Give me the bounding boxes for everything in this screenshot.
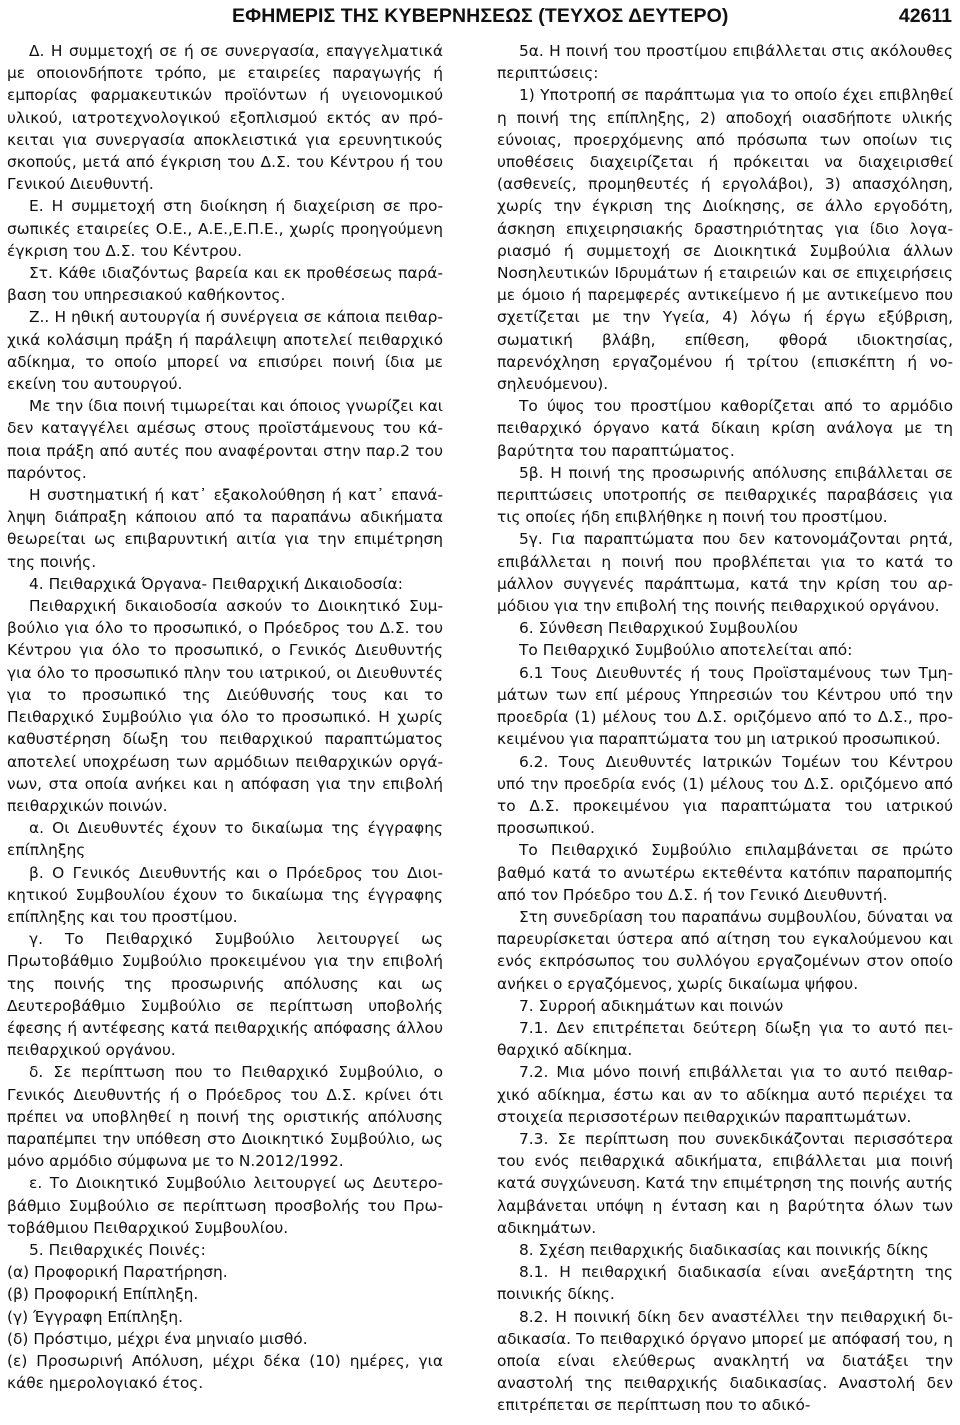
paragraph: Το Πειθαρχικό Συμβούλιο επιλαμβάνεται σε πρώτο βαθμό κατά το ανωτέρω εκτεθέντα κατόπιν παραπομπής από τον Πρόεδρο του Δ.Σ. ή τον Γενικό Διευθυντή.	[497, 841, 953, 904]
list-item: (α) Προφορική Παρατήρηση.	[7, 1263, 228, 1282]
list-item: (ε) Προσωρινή Απόλυση, μέχρι δέκα (10) ημέρες, για κάθε ημερολογιακό έτος.	[7, 1351, 443, 1393]
section-heading: 8. Σχέση πειθαρχικής διαδικασίας και ποινικής δίκης	[519, 1240, 929, 1259]
paragraph: 8.2. Η ποινική δίκη δεν αναστέλλει την πειθαρχική διαδικασία. Το πειθαρχικό όργανο μπορεί με απόφασή του, η οποία είναι ελεύθερως ανακλητή να διατάξει την αναστολή της πειθαρχικής διαδικασίας. Αναστολή δεν επιτρέπεται σε περίπτωση που το αδικό-	[497, 1307, 953, 1415]
gazette-title: ΕΦΗΜΕΡΙΣ ΤΗΣ ΚΥΒΕΡΝΗΣΕΩΣ (ΤΕΥΧΟΣ ΔΕΥΤΕΡΟ)	[232, 5, 729, 27]
paragraph: 5α. Η ποινή του προστίμου επιβάλλεται στις ακόλουθες περιπτώσεις:	[497, 42, 953, 83]
section-heading: 5. Πειθαρχικές Ποινές:	[29, 1240, 206, 1259]
paragraph: Στ. Κάθε ιδιαζόντως βαρεία και εκ προθέσεως παράβαση του υπηρεσιακού καθήκοντος.	[7, 264, 443, 305]
left-column	[7, 40, 443, 1394]
paragraph: 7.1. Δεν επιτρέπεται δεύτερη δίωξη για το αυτό πειθαρχικό αδίκημα.	[497, 1018, 953, 1060]
list-item: (γ) Έγγραφη Επίπληξη.	[7, 1307, 183, 1326]
right-column	[497, 40, 953, 1417]
page-header	[0, 2, 960, 30]
paragraph: Πειθαρχική δικαιοδοσία ασκούν το Διοικητικό Συμβούλιο για όλο το προσωπικό, ο Πρόεδρος του Δ.Σ. του Κέντρου για όλο το προσωπικό, ο Γενικός Διευθυντής για όλο το προσωπικό πλην του ιατρικού, οι Διευθυντές για το προσωπικό της Διεύθυνσής τους και το Πειθαρχικό Συμβούλιο για όλο το προσωπικό. Η χωρίς καθυστέρηση δίωξη του πειθαρχικού παραπτώματος αποτελεί υποχρέωση των αρμόδιων πειθαρχικών οργάνων, στα οποία ανήκει και η απόφαση για την επιβολή πειθαρχικών ποινών.	[7, 597, 443, 815]
paragraph: α. Οι Διευθυντές έχουν το δικαίωμα της έγγραφης επίπληξης	[7, 819, 443, 860]
paragraph: 6.1 Τους Διευθυντές ή τους Προϊσταμένους των Τμημάτων των επί μέρους Υπηρεσιών του Κέντρου υπό την προεδρία (1) μέλους του Δ.Σ. οριζόμενο από το Δ.Σ., προκειμένου για παραπτώματα του μη ιατρικού προσωπικού.	[497, 663, 953, 749]
paragraph: γ. Το Πειθαρχικό Συμβούλιο λειτουργεί ως Πρωτοβάθμιο Συμβούλιο προκειμένου για την επιβολή της ποινής της προσωρινής απόλυσης και ως Δευτεροβάθμιο Συμβούλιο σε περίπτωση υποβολής έφεσης ή αντέφεσης κατά πειθαρχικής απόφασης άλλου πειθαρχικού οργάνου.	[7, 930, 443, 1060]
list-item: (δ) Πρόστιμο, μέχρι ένα μηνιαίο μισθό.	[7, 1329, 308, 1348]
paragraph: Στη συνεδρίαση του παραπάνω συμβουλίου, δύναται να παρευρίσκεται ύστερα από αίτηση του εγκαλούμενου και ενός εκπρόσωπος του συλλόγου εργαζομένων στον οποίο ανήκει ο εργαζόμενος, χωρίς δικαίωμα ψήφου.	[497, 907, 953, 993]
paragraph: 8.1. Η πειθαρχική διαδικασία είναι ανεξάρτητη της ποινικής δίκης.	[497, 1263, 953, 1304]
paragraph: Το Πειθαρχικό Συμβούλιο αποτελείται από:	[519, 641, 853, 660]
paragraph: 5γ. Για παραπτώματα που δεν κατονομάζονται ρητά, επιβάλλεται η ποινή που προβλέπεται για το κατά το μάλλον συγγενές παράπτωμα, κατά την κρίση του αρμόδιου για την επιβολή της ποινής πειθαρχικού οργάνου.	[497, 530, 953, 616]
paragraph: 6.2. Τους Διευθυντές Ιατρικών Τομέων του Κέντρου υπό την προεδρία ενός (1) μέλους του Δ.Σ. οριζόμενο από το Δ.Σ. προκειμένου για παραπτώματα του ιατρικού προσωπικού.	[497, 752, 953, 838]
paragraph: Με την ίδια ποινή τιμωρείται και όποιος γνωρίζει και δεν καταγγέλει αμέσως στους προϊστάμενους του κάποια πράξη από αυτές που αναφέρονται στην παρ.2 του παρόντος.	[7, 397, 443, 482]
paragraph: β. Ο Γενικός Διευθυντής και ο Πρόεδρος του Διοικητικού Συμβουλίου έχουν το δικαίωμα της έγγραφης επίπληξης και του προστίμου.	[7, 863, 443, 926]
section-heading: 7. Συρροή αδικημάτων και ποινών	[519, 996, 784, 1015]
paragraph: Δ. Η συμμετοχή σε ή σε συνεργασία, επαγγελματικά με οποιονδήποτε τρόπο, με εταιρείες παραγωγής ή εμπορίας φαρμακευτικών προϊόντων ή υγειονομικού υλικού, ιατροτεχνολογικού εξοπλισμού εκτός αν πρόκειται για συνεργασία αποκλειστικά για ερευνητικούς σκοπούς, μετά από έγκριση του Δ.Σ. του Κέντρου ή του Γενικού Διευθυντή.	[7, 42, 443, 194]
paragraph: ε. Το Διοικητικό Συμβούλιο λειτουργεί ως Δευτεροβάθμιο Συμβούλιο σε περίπτωση προσβολής του Πρωτοβάθμιου Πειθαρχικού Συμβουλίου.	[7, 1174, 443, 1237]
list-item: (β) Προφορική Επίπληξη.	[7, 1285, 199, 1304]
paragraph: Το ύψος του προστίμου καθορίζεται από το αρμόδιο πειθαρχικό όργανο κατά δίκαιη κρίση ανάλογα με τη βαρύτητα του παραπτώματος.	[497, 397, 953, 460]
section-heading: 6. Σύνθεση Πειθαρχικού Συμβουλίου	[519, 619, 798, 638]
paragraph: Ζ.. Η ηθική αυτουργία ή συνέργεια σε κάποια πειθαρχικά κολάσιμη πράξη ή παράλειψη αποτελεί πειθαρχικό αδίκημα, το οποίο μπορεί να επισύρει ποινή ίδια με εκείνη του αυτουργού.	[7, 308, 443, 394]
paragraph: 1) Υποτροπή σε παράπτωμα για το οποίο έχει επιβληθεί η ποινή της επίπληξης, 2) αποδοχή οιασδήποτε υλικής εύνοιας, προερχόμενης από πρόσωπα των οποίων τις υποθέσεις διαχειρίζεται ή πρόκειται να διαχειρισθεί (ασθενείς, προμηθευτές ή εργολάβοι), 3) απασχόληση, χωρίς την έγκριση της Διοίκησης, σε άλλο εργοδότη, άσκηση επιχειρησιακής δραστηριότητας για ίδιο λογαριασμό ή συμμετοχή σε Διοικητικά Συμβούλια άλλων Νοσηλευτικών Ιδρυμάτων ή εταιρειών και σε επιχειρήσεις με όμοιο ή παρεμφερές αντικείμενο ή με αντικείμενο που σχετίζεται με την Υγεία, 4) λόγω ή έργω εξύβριση, σωματική βλάβη, επίθεση, φθορά ιδιοκτησίας, παρενόχληση εργαζομένου ή τρίτου (επισκέπτη ή νοσηλευόμενου).	[497, 86, 953, 394]
paragraph: δ. Σε περίπτωση που το Πειθαρχικό Συμβούλιο, ο Γενικός Διευθυντής ή ο Πρόεδρος του Δ.Σ. κρίνει ότι πρέπει να υποβληθεί η ποινή της οριστικής απόλυσης παραπέμπει την υπόθεση στο Διοικητικό Συμβούλιο, ως μόνο αρμόδιο σύμφωνα με το Ν.2012/1992.	[7, 1063, 443, 1171]
paragraph: Ε. Η συμμετοχή στη διοίκηση ή διαχείριση σε προσωπικές εταιρείες Ο.Ε., Α.Ε.,Ε.Π.Ε., χωρίς προηγούμενη έγκριση του Δ.Σ. του Κέντρου.	[7, 197, 443, 260]
section-heading: 4. Πειθαρχικά Όργανα- Πειθαρχική Δικαιοδοσία:	[29, 574, 403, 593]
paragraph: Η συστηματική ή κατ᾽ εξακολούθηση ή κατ᾽ επανάληψη διάπραξη κάποιου από τα παραπάνω αδικήματα θεωρείται ως επιβαρυντική αιτία για την επιμέτρηση της ποινής.	[7, 486, 443, 571]
paragraph: 7.2. Μια μόνο ποινή επιβάλλεται για το αυτό πειθαρχικό αδίκημα, έστω και αν το αδίκημα αυτό περιέχει τα στοιχεία περισσοτέρων πειθαρχικών παραπτωμάτων.	[497, 1063, 953, 1126]
paragraph: 5β. Η ποινή της προσωρινής απόλυσης επιβάλλεται σε περιπτώσεις υποτροπής σε πειθαρχικές παραβάσεις για τις οποίες ήδη επιβλήθηκε η ποινή του προστίμου.	[497, 463, 953, 527]
page-number: 42611	[898, 5, 952, 27]
paragraph: 7.3. Σε περίπτωση που συνεκδικάζονται περισσότερα του ενός πειθαρχικά αδικήματα, επιβάλλεται μια ποινή κατά συγχώνευση. Κατά την επιμέτρηση της ποινής αυτής λαμβάνεται υπόψη η ένταση και η βαρύτητα όλων των αδικημάτων.	[497, 1129, 953, 1237]
